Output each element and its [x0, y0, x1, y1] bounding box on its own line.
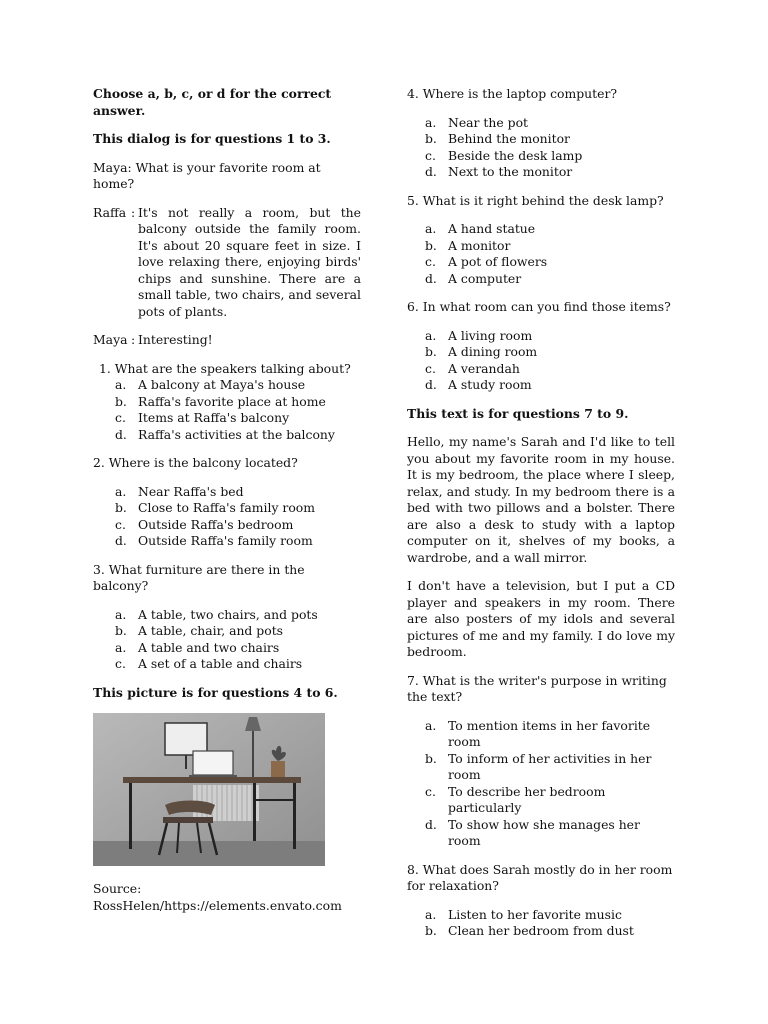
list-item[interactable]: d. A study room [425, 377, 532, 392]
list-item[interactable]: c. Outside Raffa's bedroom [115, 516, 294, 532]
question-7-text: 7. What is the writer's purpose in writing the text? [407, 672, 667, 704]
reading-paragraph-1: Hello, my name's Sarah and I'd like to tell you about my favorite room in my house. It is my bedroom, the place where I sleep, relax, and study. In my bedroom there is a bed with two pillows and a bolster. There are also a desk to study with a laptop computer on it, shelves of my books, a wardrobe, and a wall mirror. [407, 434, 675, 565]
list-item[interactable]: a. Listen to her favorite music [425, 906, 622, 922]
right-column [407, 86, 675, 952]
maya-line-2: Interesting! [138, 332, 213, 347]
list-item[interactable]: c. A set of a table and chairs [115, 656, 303, 671]
question-8-options [407, 907, 675, 940]
question-4-text: 4. Where is the laptop computer? [407, 86, 618, 101]
list-item[interactable]: b. Close to Raffa's family room [115, 500, 315, 515]
left-column [93, 86, 361, 926]
picture-intro: This picture is for questions 4 to 6. [93, 684, 338, 700]
question-6-text: 6. In what room can you find those items? [407, 299, 671, 314]
list-item[interactable]: b. A monitor [425, 237, 511, 253]
question-8-text: 8. What does Sarah mostly do in her room for relaxation? [407, 861, 673, 893]
maya-line-1: Maya: What is your favorite room at home? [93, 159, 321, 191]
list-item[interactable]: b. To inform of her activities in her room [425, 750, 652, 782]
list-item[interactable]: d. Outside Raffa's family room [115, 533, 313, 548]
source [93, 881, 361, 914]
list-item[interactable]: a. A living room [425, 327, 533, 343]
question-2-options [93, 484, 361, 550]
list-item[interactable]: d. Next to the monitor [425, 164, 573, 179]
question-1-text: What are the speakers talking about? [114, 360, 351, 376]
list-item[interactable]: d. To show how she manages her room [425, 816, 640, 848]
list-item[interactable]: a. Near the pot [425, 114, 529, 130]
list-item[interactable]: d. Raffa's activities at the balcony [115, 426, 335, 442]
list-item[interactable]: d. A computer [425, 270, 522, 286]
question-4-options [407, 115, 675, 181]
raffa-speaker: Raffa [93, 204, 127, 220]
list-item[interactable]: c. A verandah [425, 360, 520, 376]
source-label: Source: [93, 881, 142, 896]
question-3-options [93, 607, 361, 673]
dialog-intro: This dialog is for questions 1 to 3. [93, 131, 331, 146]
question-7-options [407, 718, 675, 850]
question-3-text: 3. What furniture are there in the balcony? [93, 561, 305, 593]
question-2-text: 2. Where is the balcony located? [93, 455, 298, 470]
question-6-options [407, 328, 675, 394]
desk-photo [93, 713, 325, 866]
list-item[interactable]: b. Clean her bedroom from dust [425, 923, 634, 938]
text-intro: This text is for questions 7 to 9. [407, 405, 629, 421]
list-item[interactable]: b. Behind the monitor [425, 131, 570, 146]
list-item[interactable]: b. Raffa's favorite place at home [115, 393, 326, 409]
list-item[interactable]: c. Items at Raffa's balcony [115, 410, 290, 425]
list-item[interactable]: a. A table and two chairs [115, 639, 280, 655]
raffa-dialog: Raffa : It's not really a room, but the balcony outside the family room. It's about 20 square feet in size. I love relaxing there, enjoying birds' chips and sunshine. There are a small table, two chairs, and several pots of plants. [93, 204, 361, 319]
list-item[interactable]: a. A table, two chairs, and pots [115, 606, 318, 622]
question-5-text: 5. What is it right behind the desk lamp? [407, 192, 664, 208]
question-1-number: 1. [99, 360, 111, 376]
list-item[interactable]: c. To describe her bedroom particularly [425, 783, 606, 815]
question-5-options [407, 221, 675, 287]
list-item[interactable]: a. A hand statue [425, 221, 536, 236]
list-item[interactable]: b. A dining room [425, 344, 538, 359]
list-item[interactable]: c. A pot of flowers [425, 254, 548, 269]
maya-dialog: Maya : Interesting! [93, 332, 361, 349]
list-item[interactable]: b. A table, chair, and pots [115, 623, 284, 638]
question-1 [93, 361, 361, 378]
list-item[interactable]: a. Near Raffa's bed [115, 483, 244, 499]
instruction: Choose a, b, c, or d for the correct answer. [93, 86, 332, 118]
question-1-options [93, 377, 361, 443]
raffa-line: It's not really a room, but the balcony outside the family room. It's about 20 square feet in size. I love relaxing there, enjoying birds' chips and sunshine. There are a small table, two chairs, and several pots of plants. [138, 204, 361, 319]
reading-paragraph-2: I don't have a television, but I put a CD player and speakers in my room. There are also posters of my idols and several pictures of me and my family. I do love my bedroom. [407, 578, 675, 659]
list-item[interactable]: c. Beside the desk lamp [425, 147, 583, 163]
list-item[interactable]: a. To mention items in her favorite room [425, 717, 651, 749]
source-link[interactable]: RossHelen/https://elements.envato.com [93, 897, 342, 913]
list-item[interactable]: a. A balcony at Maya's house [115, 377, 306, 392]
maya-speaker: Maya [93, 332, 128, 347]
